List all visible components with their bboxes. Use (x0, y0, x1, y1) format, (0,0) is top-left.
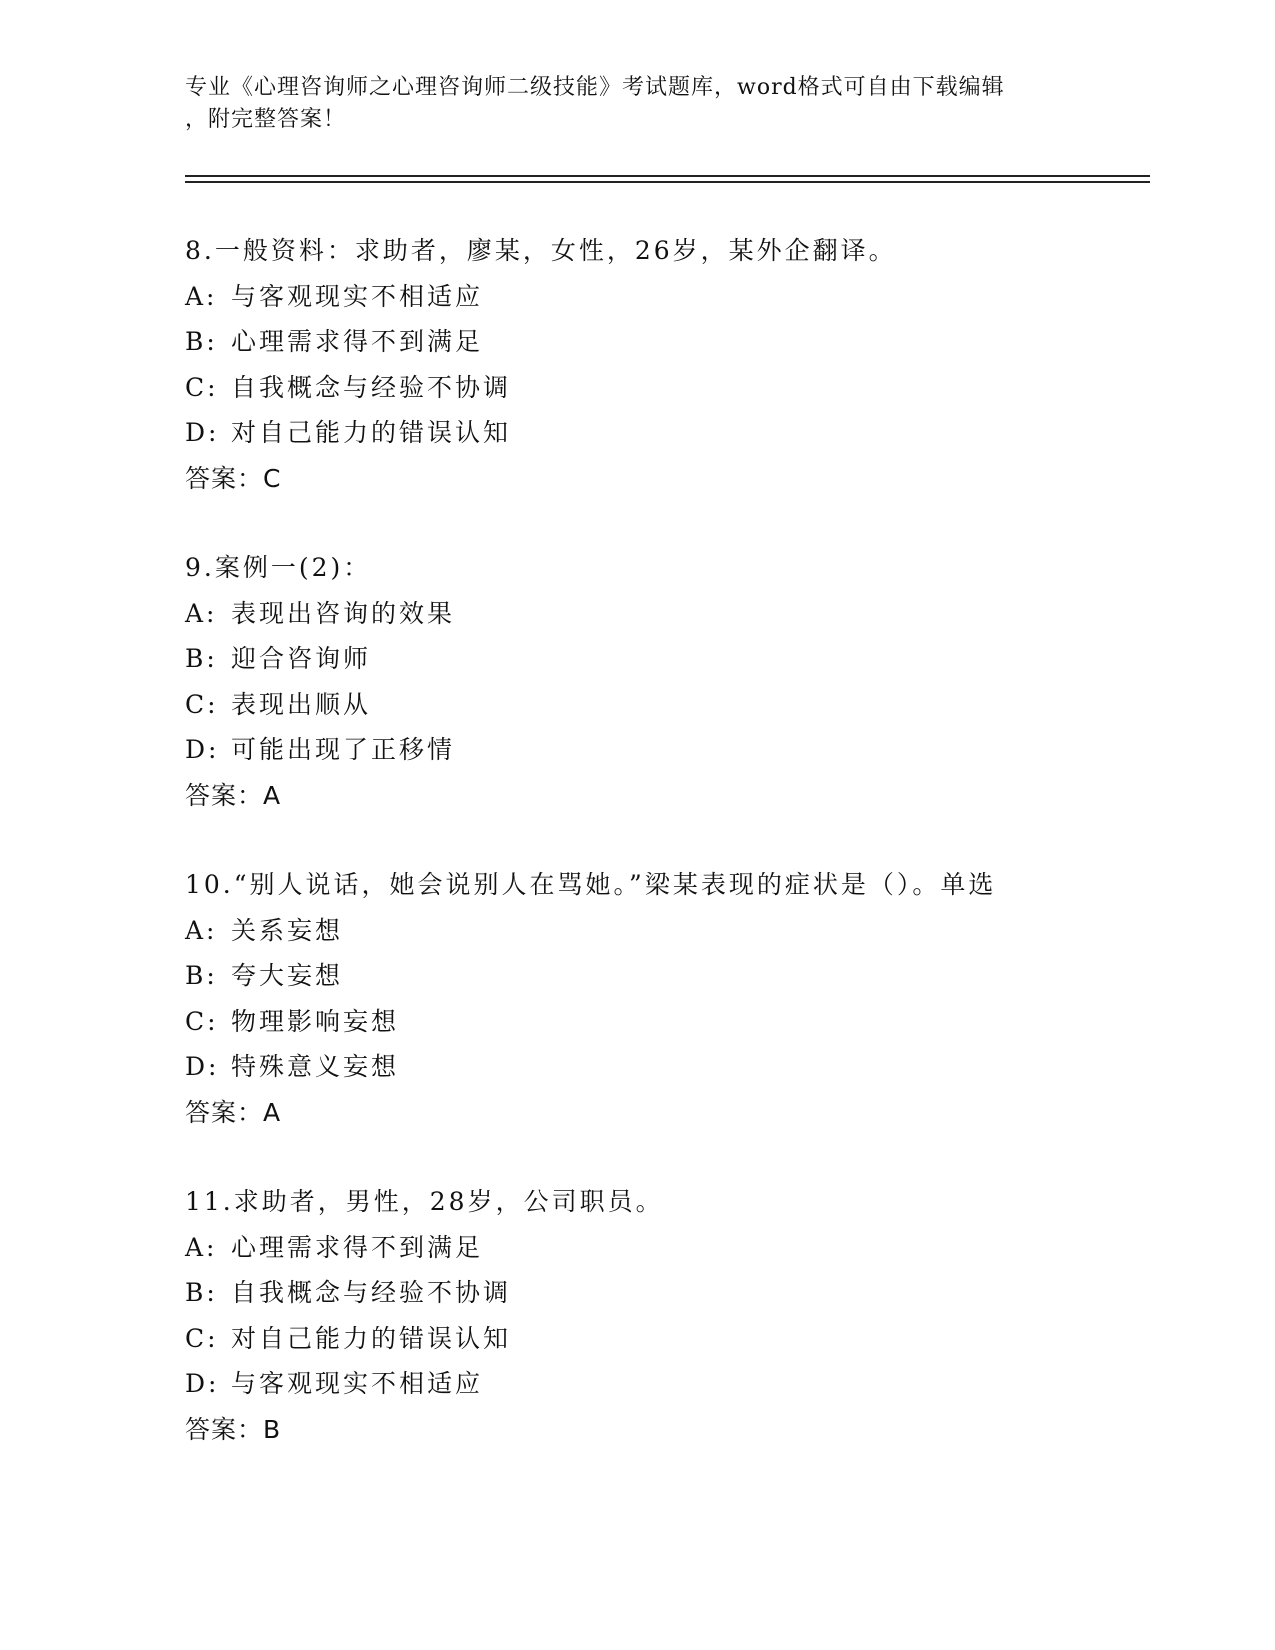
option-text: 物理影响妄想 (231, 1006, 400, 1036)
option-key: A: (185, 281, 218, 311)
answer-line: 答案：C (185, 463, 282, 493)
option-a (185, 908, 1145, 954)
option-key: C: (185, 689, 219, 719)
question-title: 8.一般资料：求助者，廖某，女性，26岁，某外企翻译。 (185, 236, 897, 265)
option-text: 与客观现实不相适应 (231, 1369, 484, 1398)
option-key: D: (185, 418, 220, 447)
option-b (185, 953, 1145, 999)
answer-line: 答案：B (185, 1414, 282, 1444)
question-title: 11.求助者，男性，28岁，公司职员。 (185, 1187, 664, 1216)
answer-line: 答案：A (185, 1097, 282, 1127)
option-key: B: (185, 327, 218, 356)
option-a (185, 1225, 1145, 1271)
option-d (185, 410, 1145, 456)
option-text: 可能出现了正移情 (231, 735, 456, 764)
option-key: D: (185, 1052, 220, 1081)
header-line-1: 专业《心理咨询师之心理咨询师二级技能》考试题库，word格式可自由下载编辑 (185, 75, 1005, 100)
option-b (185, 319, 1145, 365)
question-8 (185, 228, 1145, 501)
question-10 (185, 862, 1145, 1135)
option-key: A: (185, 915, 218, 945)
option-key: B: (185, 961, 218, 990)
option-d (185, 1361, 1145, 1407)
option-text: 与客观现实不相适应 (231, 281, 484, 311)
option-key: D: (185, 735, 220, 764)
option-b (185, 636, 1145, 682)
option-text: 迎合咨询师 (231, 644, 372, 673)
option-text: 夸大妄想 (231, 961, 344, 990)
question-9 (185, 545, 1145, 818)
header-divider-bottom (185, 181, 1150, 183)
option-text: 关系妄想 (231, 915, 344, 945)
option-key: A: (185, 1232, 218, 1262)
option-c (185, 365, 1145, 411)
option-key: D: (185, 1369, 220, 1398)
option-text: 对自己能力的错误认知 (231, 418, 512, 447)
option-c (185, 682, 1145, 728)
option-c (185, 1316, 1145, 1362)
option-d (185, 1044, 1145, 1090)
document-header (185, 72, 1065, 136)
option-text: 心理需求得不到满足 (231, 327, 484, 356)
option-key: B: (185, 1278, 218, 1307)
option-text: 自我概念与经验不协调 (231, 1278, 512, 1307)
option-c (185, 999, 1145, 1045)
question-title: 10.“别人说话，她会说别人在骂她。”梁某表现的症状是（）。单选 (185, 870, 997, 899)
option-text: 自我概念与经验不协调 (231, 372, 512, 402)
option-text: 心理需求得不到满足 (231, 1232, 484, 1262)
header-divider-top (185, 175, 1150, 177)
option-d (185, 727, 1145, 773)
option-b (185, 1270, 1145, 1316)
option-key: C: (185, 1006, 219, 1036)
option-key: C: (185, 372, 219, 402)
question-list (185, 228, 1145, 1496)
answer-line: 答案：A (185, 780, 282, 810)
option-text: 表现出咨询的效果 (231, 598, 456, 628)
option-key: C: (185, 1323, 219, 1353)
option-a (185, 591, 1145, 637)
header-line-2: ，附完整答案！ (185, 107, 347, 132)
option-key: A: (185, 598, 218, 628)
option-text: 表现出顺从 (231, 689, 372, 719)
option-text: 对自己能力的错误认知 (231, 1323, 512, 1353)
question-title: 9.案例一(2)： (185, 553, 372, 582)
question-11 (185, 1179, 1145, 1452)
option-key: B: (185, 644, 218, 673)
option-text: 特殊意义妄想 (231, 1052, 400, 1081)
option-a (185, 274, 1145, 320)
